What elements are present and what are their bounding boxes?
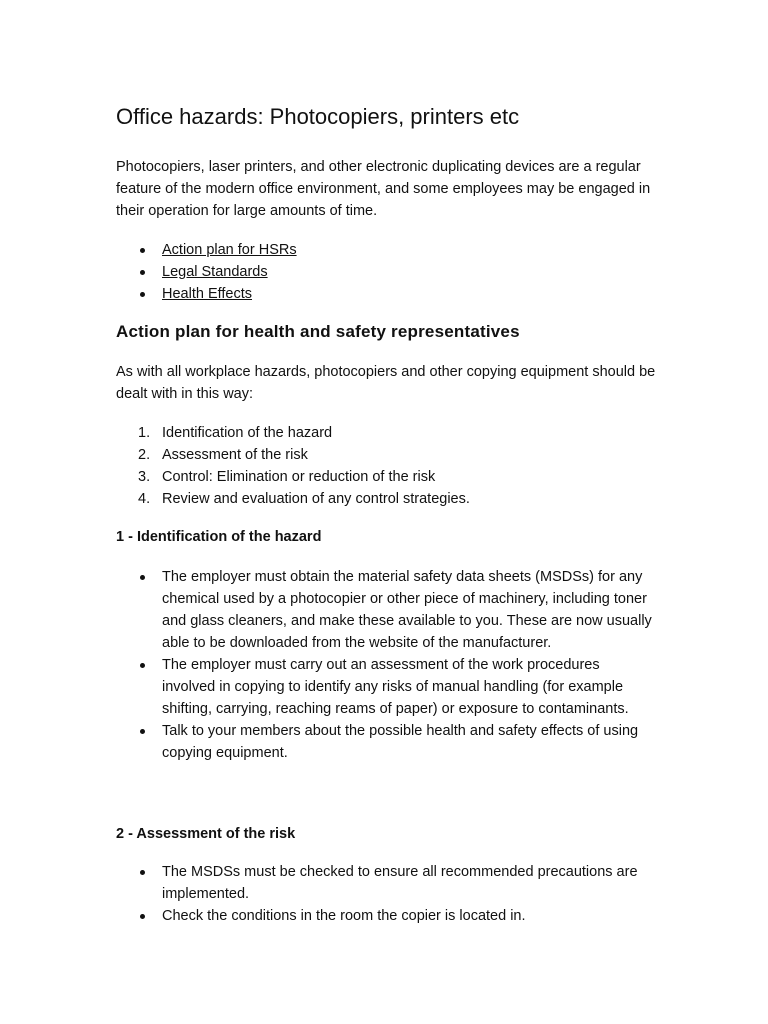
list-item [116,720,656,764]
bullet-icon [140,663,145,668]
identification-list [116,566,656,764]
list-item [116,283,656,305]
bullet-icon [140,575,145,580]
step-item [116,466,656,488]
list-item-text: The employer must obtain the material safety data sheets (MSDSs) for any chemical used by a photocopier or other piece of machinery, including toner and glass cleaners, and make these available to you. These are now usually able to be downloaded from the website of the manufacturer. [162,569,652,651]
bullet-icon [140,292,145,297]
section-heading: Action plan for health and safety representatives [116,322,520,341]
bullet-icon [140,914,145,919]
section-links-list [116,239,656,305]
list-item [116,861,656,905]
bullet-icon [140,248,145,253]
bullet-icon [140,870,145,875]
step-text: Identification of the hazard [162,425,333,441]
assessment-list [116,861,656,927]
section-intro: As with all workplace hazards, photocopiers and other copying equipment should be dealt with in this way: [116,364,656,402]
link-health-effects[interactable]: Health Effects [162,286,253,302]
list-item-text: Check the conditions in the room the copier is located in. [162,908,526,924]
step-number: 3. [138,469,151,485]
bullet-icon [140,270,145,275]
page-title: Office hazards: Photocopiers, printers etc [116,104,520,129]
intro-paragraph: Photocopiers, laser printers, and other electronic duplicating devices are a regular feature of the modern office environment, and some employees may be engaged in their operation for large amounts of time. [116,159,651,219]
step-text: Assessment of the risk [162,447,308,463]
bullet-icon [140,729,145,734]
steps-list [116,422,656,510]
list-item [116,905,656,927]
step-number: 4. [138,491,151,507]
step-item [116,488,656,510]
step-text: Control: Elimination or reduction of the risk [162,469,436,485]
step-item [116,444,656,466]
step-item [116,422,656,444]
list-item-text: The MSDSs must be checked to ensure all recommended precautions are implemented. [162,864,638,902]
subheading-assessment: 2 - Assessment of the risk [116,826,296,842]
step-number: 1. [138,425,151,441]
list-item [116,654,656,720]
link-action-plan[interactable]: Action plan for HSRs [162,242,297,258]
list-item-text: Talk to your members about the possible health and safety effects of using copying equipment. [162,723,639,761]
step-number: 2. [138,447,151,463]
list-item-text: The employer must carry out an assessment of the work procedures involved in copying to identify any risks of manual handling (for example shifting, carrying, reaching reams of paper) or exposure to contaminants. [162,657,629,717]
step-text: Review and evaluation of any control strategies. [162,491,470,507]
link-legal-standards[interactable]: Legal Standards [162,264,268,280]
subheading-identification: 1 - Identification of the hazard [116,529,322,545]
list-item [116,261,656,283]
list-item [116,239,656,261]
list-item [116,566,656,654]
